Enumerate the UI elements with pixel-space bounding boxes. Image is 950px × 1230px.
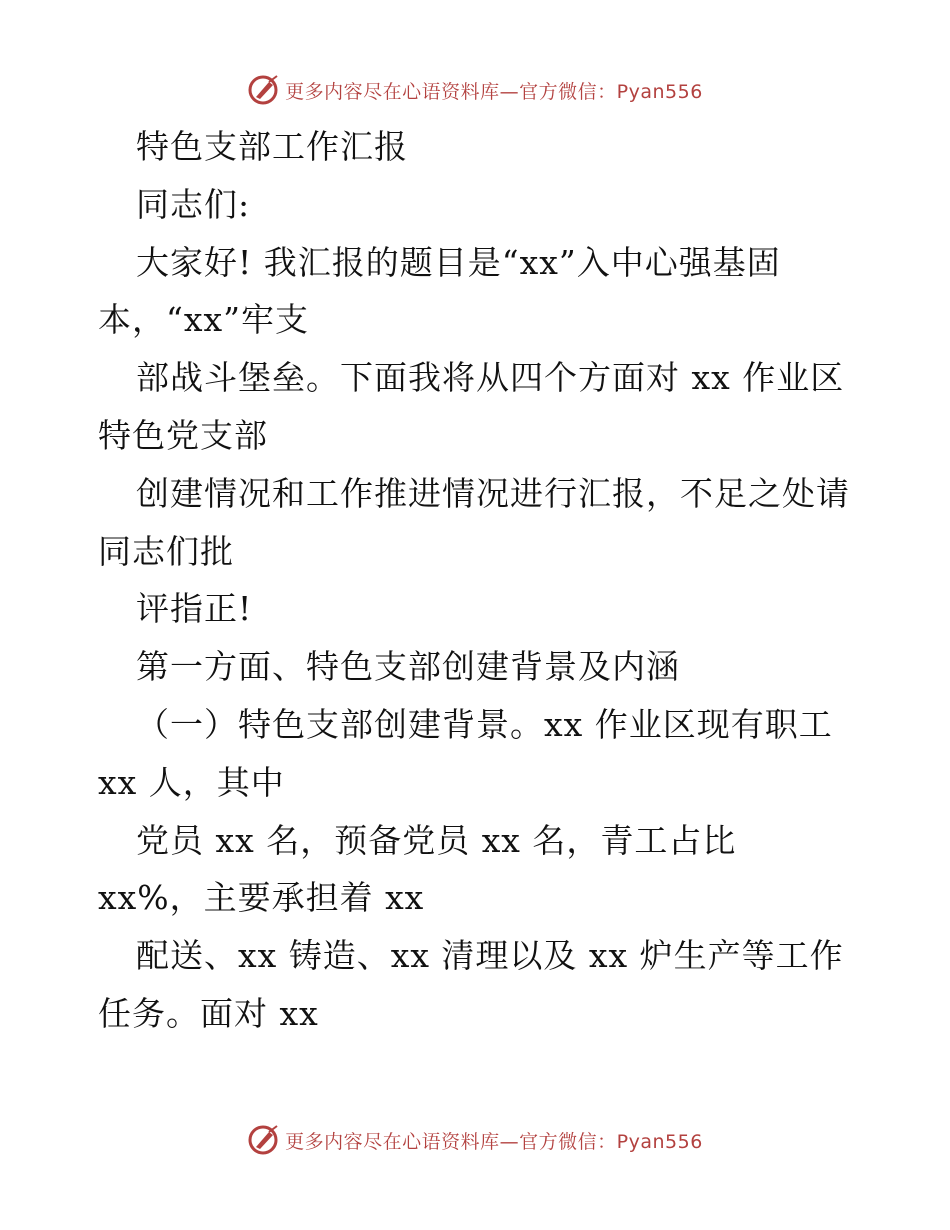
header-banner-text: 更多内容尽在心语资料库—官方微信：Pyan556	[285, 80, 703, 103]
section-heading: 第一方面、特色支部创建背景及内涵	[136, 647, 680, 687]
paragraph-line: xx%，主要承担着 xx	[98, 878, 425, 918]
paragraph-line: 同志们批	[98, 531, 234, 571]
paragraph-line: 部战斗堡垒。下面我将从四个方面对 xx 作业区	[136, 358, 845, 398]
paragraph-line: 特色党支部	[98, 415, 268, 455]
footer-banner-text: 更多内容尽在心语资料库—官方微信：Pyan556	[285, 1130, 703, 1153]
quill-pen-logo-icon	[247, 73, 281, 107]
paragraph-line: 任务。面对 xx	[98, 993, 319, 1033]
quill-pen-logo-icon	[247, 1123, 281, 1157]
paragraph-line: （一）特色支部创建背景。xx 作业区现有职工	[136, 704, 833, 744]
paragraph-line: 本，“xx”牢支	[98, 300, 309, 340]
paragraph-line: 创建情况和工作推进情况进行汇报，不足之处请	[136, 473, 850, 513]
paragraph-line: 配送、xx 铸造、xx 清理以及 xx 炉生产等工作	[136, 936, 844, 976]
paragraph-line: xx 人，其中	[98, 762, 285, 802]
document-title: 特色支部工作汇报	[136, 127, 408, 166]
salutation: 同志们:	[136, 184, 251, 224]
paragraph-line: 大家好! 我汇报的题目是“xx”入中心强基固	[136, 242, 781, 282]
header-banner	[0, 70, 950, 110]
paragraph-line: 党员 xx 名，预备党员 xx 名，青工占比	[136, 820, 737, 860]
paragraph-line: 评指正!	[136, 589, 253, 629]
footer-banner	[0, 1120, 950, 1160]
document-body	[98, 118, 858, 1043]
